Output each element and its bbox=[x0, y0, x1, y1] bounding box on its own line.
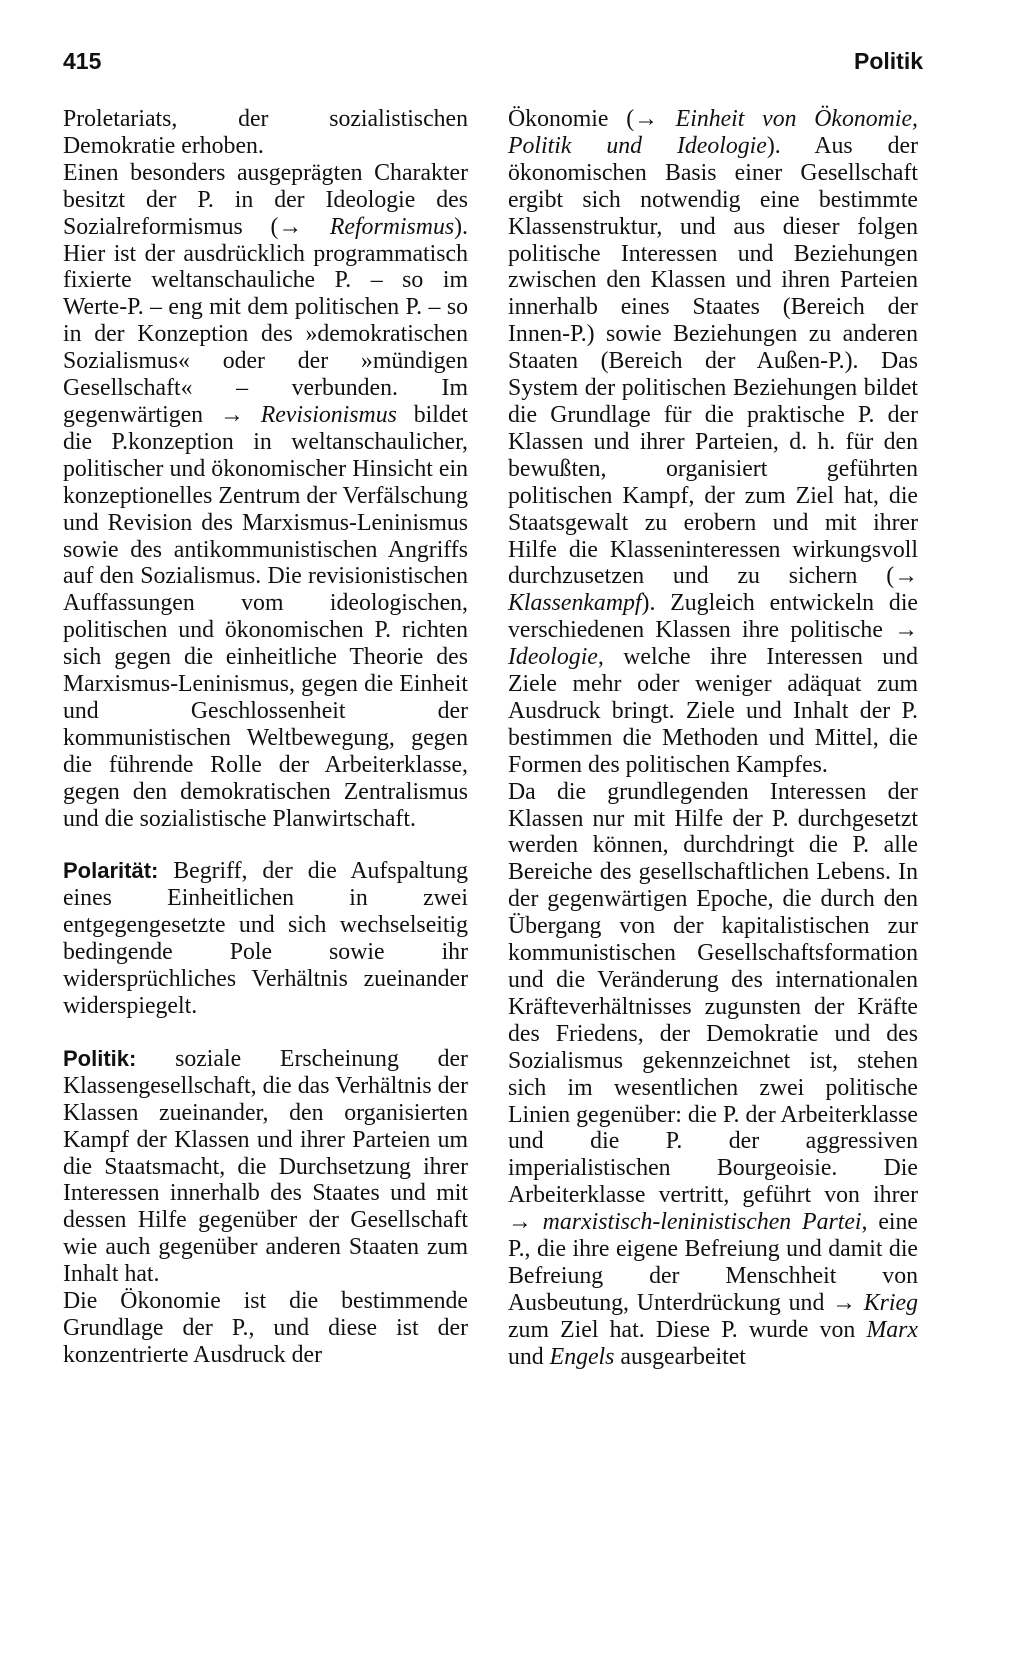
entry-politik bbox=[63, 1046, 468, 1288]
cross-reference-partei: marxistisch-leninistischen Partei, bbox=[542, 1209, 868, 1236]
paragraph-text: Die Ökonomie ist die bestimmende Grundlage der P., und diese ist der konzentrierte Ausdruck der bbox=[63, 1288, 468, 1368]
paragraph-interessen bbox=[508, 779, 918, 1371]
cross-reference-einheit: Einheit von Ökonomie, Politik und Ideologie bbox=[508, 106, 918, 159]
text-run: bildet die P.konzeption in weltanschaulicher, politischer und ökonomischer Hinsicht ein konzeptionelles Zentrum der Verfälschung und Revision des Marxismus-Leninismus sowie des antikommunistischen Angriffs auf den Sozialismus. Die revisionistischen Auffassungen vom ideologischen, politischen und ökonomischen P. richten sich gegen die einheitliche Theorie des Marxismus-Leninismus, gegen die Einheit und Geschlossenheit der kommunistischen Weltbewegung, gegen die führende Rolle der Arbeiterklasse, gegen den demokratischen Zentralismus und die sozialistische Planwirtschaft. bbox=[63, 401, 468, 832]
text-run: Da die grundlegenden Interessen der Klassen nur mit Hilfe der P. durchgesetzt werden können, durchdringt die P. alle Bereiche des gesellschaftlichen Lebens. In der gegenwärtigen Epoche, die durch den Übergang von der kapitalistischen zur kommunistischen Gesellschaftsformation und die Veränderung des internationalen Kräfteverhältnisses zugunsten der Kräfte des Friedens, der Demokratie und des Sozialismus gekennzeichnet ist, stehen sich im wesentlichen zwei politische Linien gegenüber: die P. der Arbeiterklasse und die P. der aggressiven imperialistischen Bourgeoisie. Die Arbeiterklasse vertritt, geführt von ihrer → bbox=[508, 778, 918, 1236]
left-column bbox=[63, 106, 468, 1369]
text-run: Einen besonders ausgeprägten Charakter besitzt der P. in der Ideologie des Sozialreformismus (→ bbox=[63, 159, 468, 240]
text-run: welche ihre Interessen und Ziele mehr oder weniger adäquat zum Ausdruck bringt. Ziele und Inhalt der P. bestimmen die Methoden und Mittel, die Formen des politischen Kampfes. bbox=[508, 644, 918, 778]
page-number: 415 bbox=[63, 48, 102, 74]
entry-definition: soziale Erscheinung der Klassengesellschaft, die das Verhältnis der Klassen zueinander, den organisierten Kampf der Klassen und ihrer Parteien um die Staatsmacht, die Durchsetzung ihrer Interessen innerhalb des Staates und mit dessen Hilfe gegenüber der Gesellschaft wie auch gegenüber anderen Staaten zum Inhalt hat. bbox=[63, 1045, 468, 1288]
page-header bbox=[63, 48, 923, 88]
cross-reference-reformismus: Reformismus bbox=[329, 213, 455, 240]
text-run: ). Zugleich entwickeln die verschiedenen Klassen ihre politische → bbox=[508, 590, 918, 644]
paragraph-oekonomie-continued bbox=[508, 106, 918, 779]
entry-polaritaet bbox=[63, 858, 468, 1019]
paragraph-oekonomie bbox=[63, 1288, 468, 1369]
cross-reference-krieg: Krieg bbox=[863, 1289, 918, 1316]
name-engels: Engels bbox=[549, 1343, 615, 1370]
entry-definition: Begriff, der die Aufspaltung eines Einheitlichen in zwei entgegengesetzte und sich wechselseitig bedingende Pole sowie ihr widersprüchliches Verhältnis zueinander widerspiegelt. bbox=[63, 858, 468, 1019]
cross-reference-klassenkampf: Klassenkampf bbox=[508, 590, 642, 617]
name-marx: Marx bbox=[866, 1316, 918, 1343]
text-run: Ökonomie (→ bbox=[508, 106, 676, 132]
paragraph-continuation bbox=[63, 106, 468, 160]
lemma-polaritaet: Polarität: bbox=[63, 858, 159, 884]
cross-reference-ideologie: Ideologie, bbox=[508, 644, 604, 671]
text-run: eine P., die ihre eigene Befreiung und damit die Befreiung der Menschheit von Ausbeutung, Unterdrückung und → bbox=[508, 1209, 918, 1316]
text-run: zum Ziel hat. Diese P. wurde von bbox=[508, 1316, 867, 1343]
text-run: ). Aus der ökonomischen Basis einer Gesellschaft ergibt sich notwendig eine bestimmte Klassenstruktur, und aus dieser folgen politische Interessen und Beziehungen zwischen den Klassen und ihren Parteien innerhalb eines Staates (Bereich der Innen-P.) sowie Beziehungen zu anderen Staaten (Bereich der Außen-P.). Das System der politischen Beziehungen bildet die Grundlage für die praktische P. der Klassen und ihrer Parteien, d. h. für den bewußten, organisiert geführten politischen Kampf, der zum Ziel hat, die Staatsgewalt zu erobern und mit ihrer Hilfe die Klasseninteressen wirkungsvoll durchzusetzen und zu sichern (→ bbox=[508, 132, 918, 590]
right-column bbox=[508, 106, 918, 1371]
text-run: ausgearbeitet bbox=[614, 1343, 746, 1370]
text-run: ). Hier ist der ausdrücklich programmatisch fixierte weltanschauliche P. – so im Werte-P. – eng mit dem politischen P. – so in der Konzeption des »demokratischen Sozialismus« oder der »mündigen Gesellschaft« – verbunden. Im gegenwärtigen → bbox=[63, 213, 468, 428]
cross-reference-revisionismus: Revisionismus bbox=[260, 401, 397, 428]
paragraph-text: Proletariats, der sozialistischen Demokratie erhoben. bbox=[63, 106, 468, 159]
text-run: und bbox=[508, 1343, 550, 1370]
paragraph-sozialreformismus bbox=[63, 160, 468, 833]
lemma-politik: Politik: bbox=[63, 1045, 137, 1071]
running-head: Politik bbox=[853, 48, 923, 74]
